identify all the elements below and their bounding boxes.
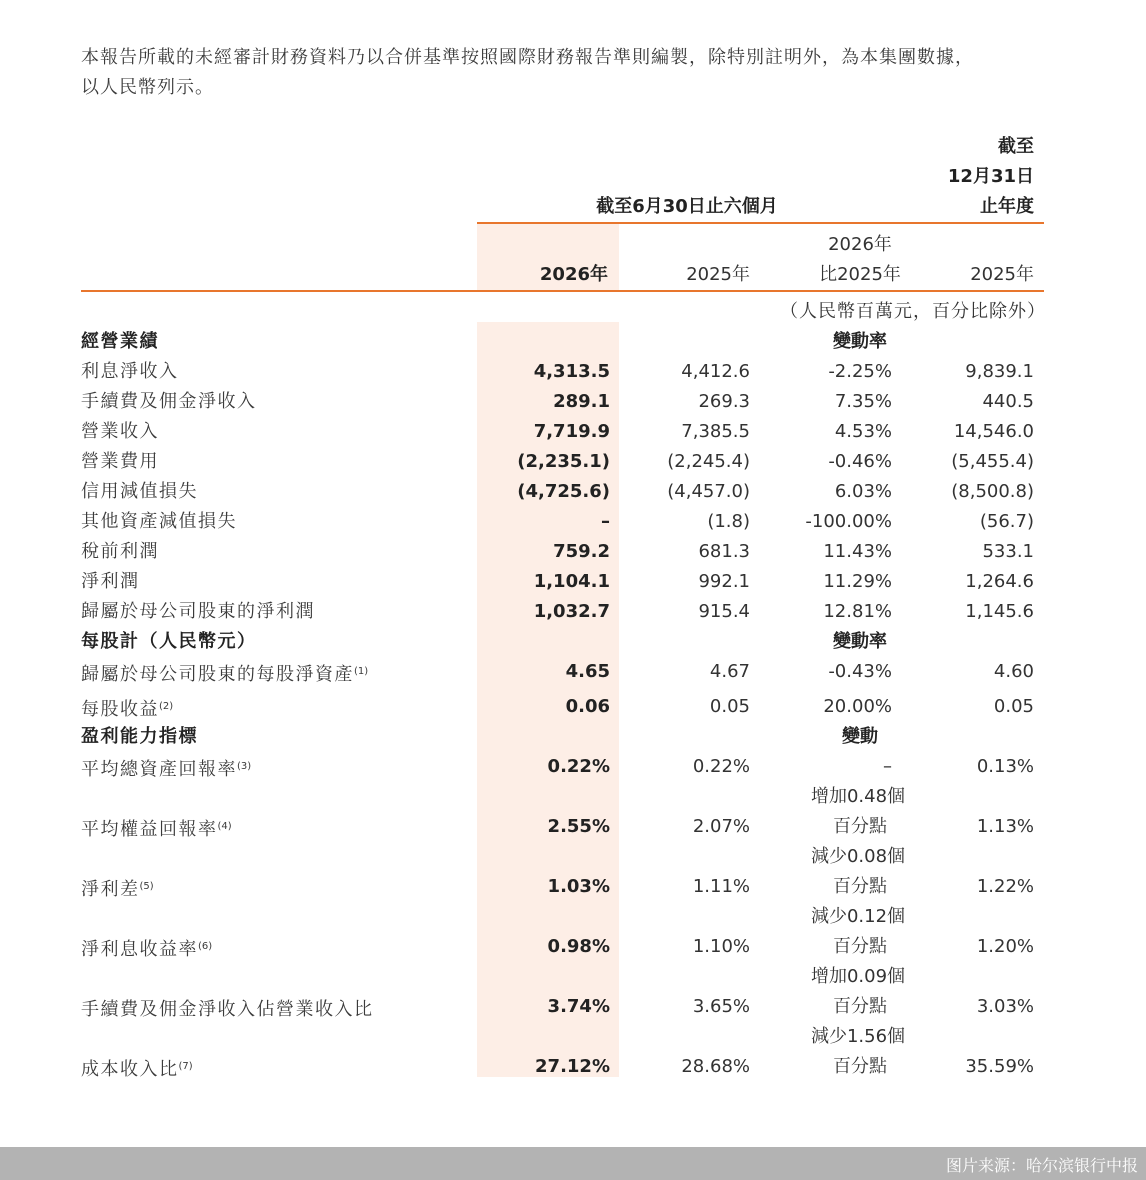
intro-paragraph — [81, 43, 1051, 103]
col-2025: 2025年 — [686, 264, 750, 285]
row-label-text: 平均總資產回報率 — [81, 759, 237, 780]
cell-fy2025: 533.1 — [982, 541, 1034, 562]
row-label: 淨利潤 — [81, 571, 140, 592]
cell-2025: 4,412.6 — [681, 361, 750, 382]
cell-change-line-2: 百分點 — [833, 816, 887, 837]
row-label: 手續費及佣金淨收入 — [81, 391, 257, 412]
section-title: 經營業績 — [81, 331, 159, 352]
cell-change: – — [883, 756, 892, 777]
cell-2025: 992.1 — [698, 571, 750, 592]
section-title: 盈利能力指標 — [81, 726, 198, 747]
year-end-line-1: 截至 — [998, 136, 1034, 157]
cell-fy2025: 1.22% — [976, 876, 1034, 897]
cell-change-line-1: 減少0.12個 — [810, 906, 906, 927]
row-label-text: 每股收益 — [81, 699, 159, 720]
cell-fy2025: 4.60 — [993, 661, 1034, 682]
col-change-line-1: 2026年 — [828, 234, 892, 255]
row-label-text: 歸屬於母公司股東的每股淨資產 — [81, 664, 354, 685]
cell-fy2025: 3.03% — [976, 996, 1034, 1017]
row-label — [81, 875, 154, 902]
cell-change-line-1: 增加0.48個 — [810, 786, 906, 807]
row-label: 營業收入 — [81, 421, 159, 442]
cell-fy2025: 440.5 — [982, 391, 1034, 412]
cell-fy2025: 1.13% — [976, 816, 1034, 837]
cell-2026: 1.03% — [547, 876, 610, 897]
row-label — [81, 1055, 193, 1082]
cell-change: 20.00% — [823, 696, 892, 717]
footnote-marker: (7) — [178, 1061, 193, 1072]
cell-fy2025: 0.05 — [993, 696, 1034, 717]
cell-2026: 4.65 — [565, 661, 610, 682]
cell-2026: – — [601, 511, 610, 532]
cell-fy2025: (5,455.4) — [951, 451, 1034, 472]
cell-fy2025: 14,546.0 — [953, 421, 1034, 442]
row-label — [81, 695, 173, 722]
row-label — [81, 815, 232, 842]
intro-line-1: 本報告所載的未經審計財務資料乃以合併基準按照國際財務報告準則編製，除特別註明外，為本集團數據， — [81, 47, 974, 68]
cell-2025: 915.4 — [698, 601, 750, 622]
cell-change-line-2: 百分點 — [833, 936, 887, 957]
cell-2025: 3.65% — [692, 996, 750, 1017]
cell-2025: 0.22% — [692, 756, 750, 777]
cell-2025: (4,457.0) — [667, 481, 750, 502]
col-2025-full-year: 2025年 — [970, 264, 1034, 285]
col-change-line-2: 比2025年 — [819, 264, 901, 285]
row-label — [81, 755, 251, 782]
cell-2025: 0.05 — [709, 696, 750, 717]
footnote-marker: (3) — [237, 761, 252, 772]
cell-2025: 1.11% — [692, 876, 750, 897]
row-label — [81, 995, 374, 1022]
cell-2026: 3.74% — [547, 996, 610, 1017]
cell-change-line-1: 減少0.08個 — [810, 846, 906, 867]
header-rule-upper — [477, 222, 1044, 224]
footnote-marker: (2) — [159, 701, 174, 712]
cell-change: 6.03% — [834, 481, 892, 502]
cell-fy2025: 9,839.1 — [965, 361, 1034, 382]
cell-2025: 4.67 — [709, 661, 750, 682]
period-label: 截至6月30日止六個月 — [596, 196, 778, 217]
cell-change: -0.46% — [828, 451, 892, 472]
year-end-line-2: 12月31日 — [947, 166, 1034, 187]
cell-change: -100.00% — [805, 511, 892, 532]
cell-2026: 1,032.7 — [533, 601, 610, 622]
cell-change: 11.29% — [823, 571, 892, 592]
row-label-text: 淨利差 — [81, 879, 140, 900]
section-change-label: 變動 — [842, 726, 878, 747]
cell-fy2025: (8,500.8) — [951, 481, 1034, 502]
row-label-text: 成本收入比 — [81, 1059, 179, 1080]
row-label: 營業費用 — [81, 451, 159, 472]
cell-2025: 681.3 — [698, 541, 750, 562]
cell-2025: (2,245.4) — [667, 451, 750, 472]
cell-2025: 2.07% — [692, 816, 750, 837]
unit-note: （人民幣百萬元，百分比除外） — [780, 301, 1046, 322]
cell-change-line-2: 百分點 — [833, 996, 887, 1017]
source-caption: 图片来源：哈尔滨银行中报 — [945, 1156, 1138, 1175]
section-change-label: 變動率 — [833, 331, 887, 352]
footnote-marker: (6) — [198, 941, 213, 952]
cell-change-line-2: 百分點 — [833, 876, 887, 897]
cell-2025: (1.8) — [707, 511, 750, 532]
source-footer-bar — [0, 1147, 1146, 1180]
intro-line-2: 以人民幣列示。 — [81, 77, 214, 98]
cell-change: -0.43% — [828, 661, 892, 682]
year-end-line-3: 止年度 — [980, 196, 1034, 217]
cell-2026: 759.2 — [553, 541, 610, 562]
row-label: 其他資產減值損失 — [81, 511, 237, 532]
row-label: 信用減值損失 — [81, 481, 198, 502]
cell-2026: 7,719.9 — [533, 421, 610, 442]
cell-2026: 27.12% — [535, 1056, 610, 1077]
section-change-label: 變動率 — [833, 631, 887, 652]
row-label-text: 淨利息收益率 — [81, 939, 198, 960]
cell-2026: 2.55% — [547, 816, 610, 837]
cell-fy2025: 1.20% — [976, 936, 1034, 957]
cell-2025: 1.10% — [692, 936, 750, 957]
footnote-marker: (5) — [139, 881, 154, 892]
cell-2025: 7,385.5 — [681, 421, 750, 442]
cell-2025: 269.3 — [698, 391, 750, 412]
cell-fy2025: 35.59% — [965, 1056, 1034, 1077]
cell-2026: (4,725.6) — [517, 481, 610, 502]
cell-change-line-1: 增加0.09個 — [810, 966, 906, 987]
col-2026: 2026年 — [539, 264, 608, 285]
cell-2026: 0.06 — [565, 696, 610, 717]
cell-change: 4.53% — [834, 421, 892, 442]
cell-change: 7.35% — [834, 391, 892, 412]
cell-2026: 1,104.1 — [533, 571, 610, 592]
cell-change: 11.43% — [823, 541, 892, 562]
cell-fy2025: 0.13% — [976, 756, 1034, 777]
footnote-marker: (1) — [354, 666, 369, 677]
row-label — [81, 660, 368, 687]
row-label-text: 手續費及佣金淨收入佔營業收入比 — [81, 999, 374, 1020]
cell-2026: (2,235.1) — [517, 451, 610, 472]
header-rule-lower — [81, 290, 1044, 292]
cell-change: -2.25% — [828, 361, 892, 382]
cell-2026: 289.1 — [553, 391, 610, 412]
section-title: 每股計（人民幣元） — [81, 631, 257, 652]
row-label — [81, 935, 212, 962]
row-label: 利息淨收入 — [81, 361, 179, 382]
cell-change-line-2: 百分點 — [833, 1056, 887, 1077]
row-label: 歸屬於母公司股東的淨利潤 — [81, 601, 315, 622]
cell-2026: 0.22% — [547, 756, 610, 777]
cell-change-line-1: 減少1.56個 — [810, 1026, 906, 1047]
cell-2026: 4,313.5 — [533, 361, 610, 382]
footnote-marker: (4) — [217, 821, 232, 832]
cell-fy2025: 1,145.6 — [965, 601, 1034, 622]
cell-change: 12.81% — [823, 601, 892, 622]
cell-2025: 28.68% — [681, 1056, 750, 1077]
cell-fy2025: 1,264.6 — [965, 571, 1034, 592]
row-label-text: 平均權益回報率 — [81, 819, 218, 840]
row-label: 稅前利潤 — [81, 541, 159, 562]
cell-2026: 0.98% — [547, 936, 610, 957]
cell-fy2025: (56.7) — [979, 511, 1034, 532]
